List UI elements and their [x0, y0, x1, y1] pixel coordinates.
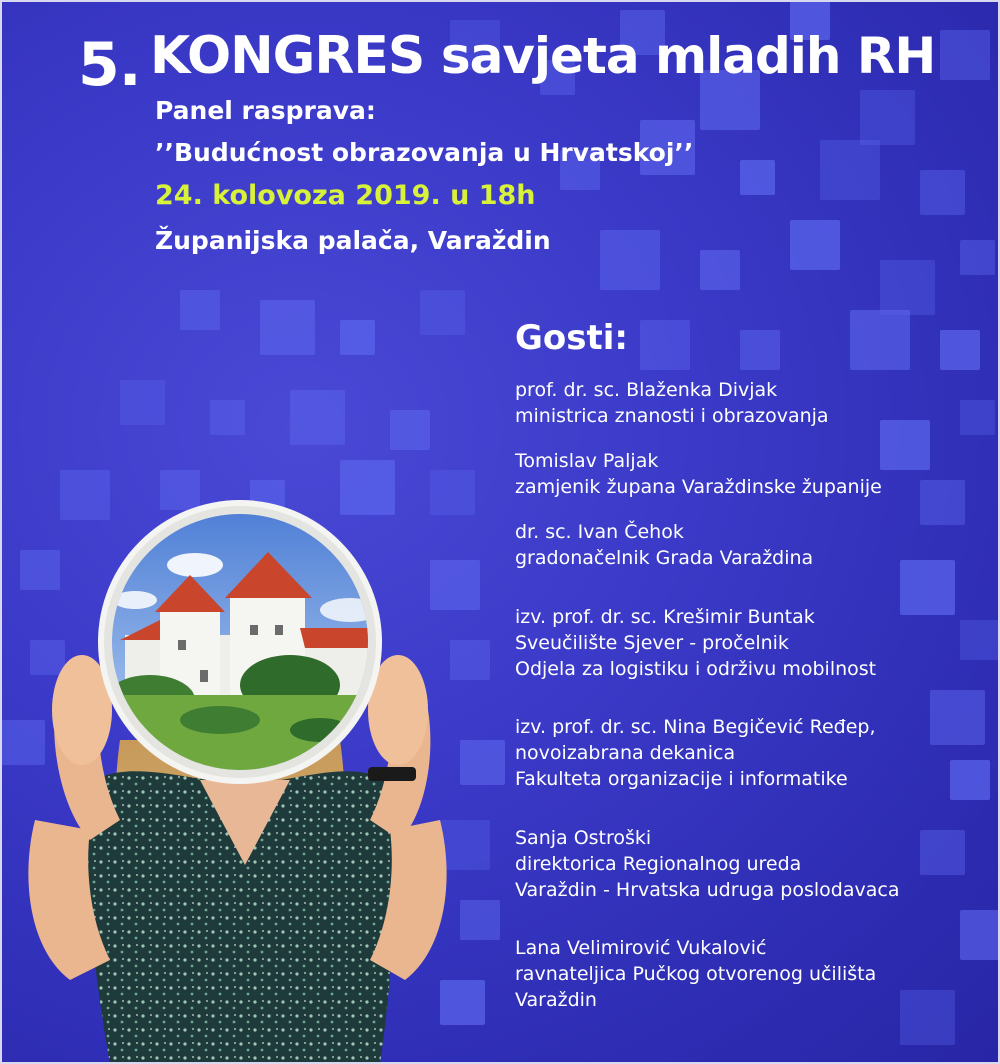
- background-square: [420, 290, 465, 335]
- guest-7-line-1: Lana Velimirović Vukalović: [515, 937, 767, 959]
- guest-4-line-3: Odjela za logistiku i održivu mobilnost: [515, 658, 877, 680]
- background-square: [740, 330, 780, 370]
- background-square: [920, 480, 965, 525]
- guest-5-line-1: izv. prof. dr. sc. Nina Begičević Ređep,: [515, 716, 876, 738]
- guest-2-line-2: zamjenik župana Varaždinske županije: [515, 476, 882, 498]
- guest-2: [515, 448, 882, 500]
- guest-1-line-1: prof. dr. sc. Blaženka Divjak: [515, 379, 778, 401]
- background-square: [640, 320, 690, 370]
- guest-1: [515, 377, 829, 429]
- background-square: [920, 830, 965, 875]
- background-square: [960, 240, 995, 275]
- background-square: [850, 310, 910, 370]
- dress-shape: [88, 771, 394, 1064]
- background-square: [340, 320, 375, 355]
- guest-6-line-2: direktorica Regionalnog ureda: [515, 853, 802, 875]
- guest-3-line-2: gradonačelnik Grada Varaždina: [515, 547, 814, 569]
- background-square: [790, 220, 840, 270]
- background-square: [880, 260, 935, 315]
- background-square: [390, 410, 430, 450]
- guest-4-line-1: izv. prof. dr. sc. Krešimir Buntak: [515, 606, 815, 628]
- guest-5-line-2: novoizabrana dekanica: [515, 742, 736, 764]
- panel-label: Panel rasprava:: [155, 96, 376, 125]
- background-square: [880, 420, 930, 470]
- background-square: [940, 330, 980, 370]
- background-square: [700, 250, 740, 290]
- background-square: [960, 620, 1000, 660]
- guest-3: [515, 519, 813, 571]
- congress-number: 5.: [78, 30, 141, 100]
- background-square: [180, 290, 220, 330]
- background-square: [900, 990, 955, 1045]
- guest-6: [515, 825, 899, 903]
- event-date: 24. kolovoza 2019. u 18h: [155, 180, 536, 211]
- background-square: [960, 400, 995, 435]
- guest-5: [515, 714, 876, 792]
- background-square: [290, 390, 345, 445]
- background-square: [260, 300, 315, 355]
- guests-heading: Gosti:: [515, 318, 629, 358]
- background-square: [940, 30, 990, 80]
- background-square: [950, 760, 990, 800]
- background-square: [600, 230, 660, 290]
- guest-5-line-3: Fakulteta organizacije i informatike: [515, 768, 848, 790]
- background-square: [900, 560, 955, 615]
- background-square: [820, 140, 880, 200]
- guest-2-line-1: Tomislav Paljak: [515, 450, 659, 472]
- guest-1-line-2: ministrica znanosti i obrazovanja: [515, 405, 829, 427]
- guest-7-line-3: Varaždin: [515, 989, 597, 1011]
- guest-4: [515, 604, 876, 682]
- background-square: [210, 400, 245, 435]
- background-square: [920, 170, 965, 215]
- title-bold: KONGRES: [150, 26, 425, 86]
- round-photo-frame: [98, 500, 382, 785]
- guest-6-line-3: Varaždin - Hrvatska udruga poslodavaca: [515, 879, 900, 901]
- guest-6-line-1: Sanja Ostroški: [515, 827, 652, 849]
- panel-topic: ’’Budućnost obrazovanja u Hrvatskoj’’: [155, 138, 694, 167]
- background-square: [960, 910, 1000, 960]
- guest-7: [515, 935, 876, 1013]
- guest-3-line-1: dr. sc. Ivan Čehok: [515, 521, 684, 543]
- background-square: [120, 380, 165, 425]
- guest-7-line-2: ravnateljica Pučkog otvorenog učilišta: [515, 963, 877, 985]
- guest-4-line-2: Sveučilište Sjever - pročelnik: [515, 632, 789, 654]
- event-venue: Županijska palača, Varaždin: [155, 226, 551, 255]
- congress-title: [150, 26, 935, 86]
- background-square: [930, 690, 985, 745]
- title-rest: savjeta mladih RH: [440, 27, 936, 85]
- background-square: [740, 160, 775, 195]
- woman-holding-castle-photo-illustration: [0, 480, 500, 1064]
- background-square: [860, 90, 915, 145]
